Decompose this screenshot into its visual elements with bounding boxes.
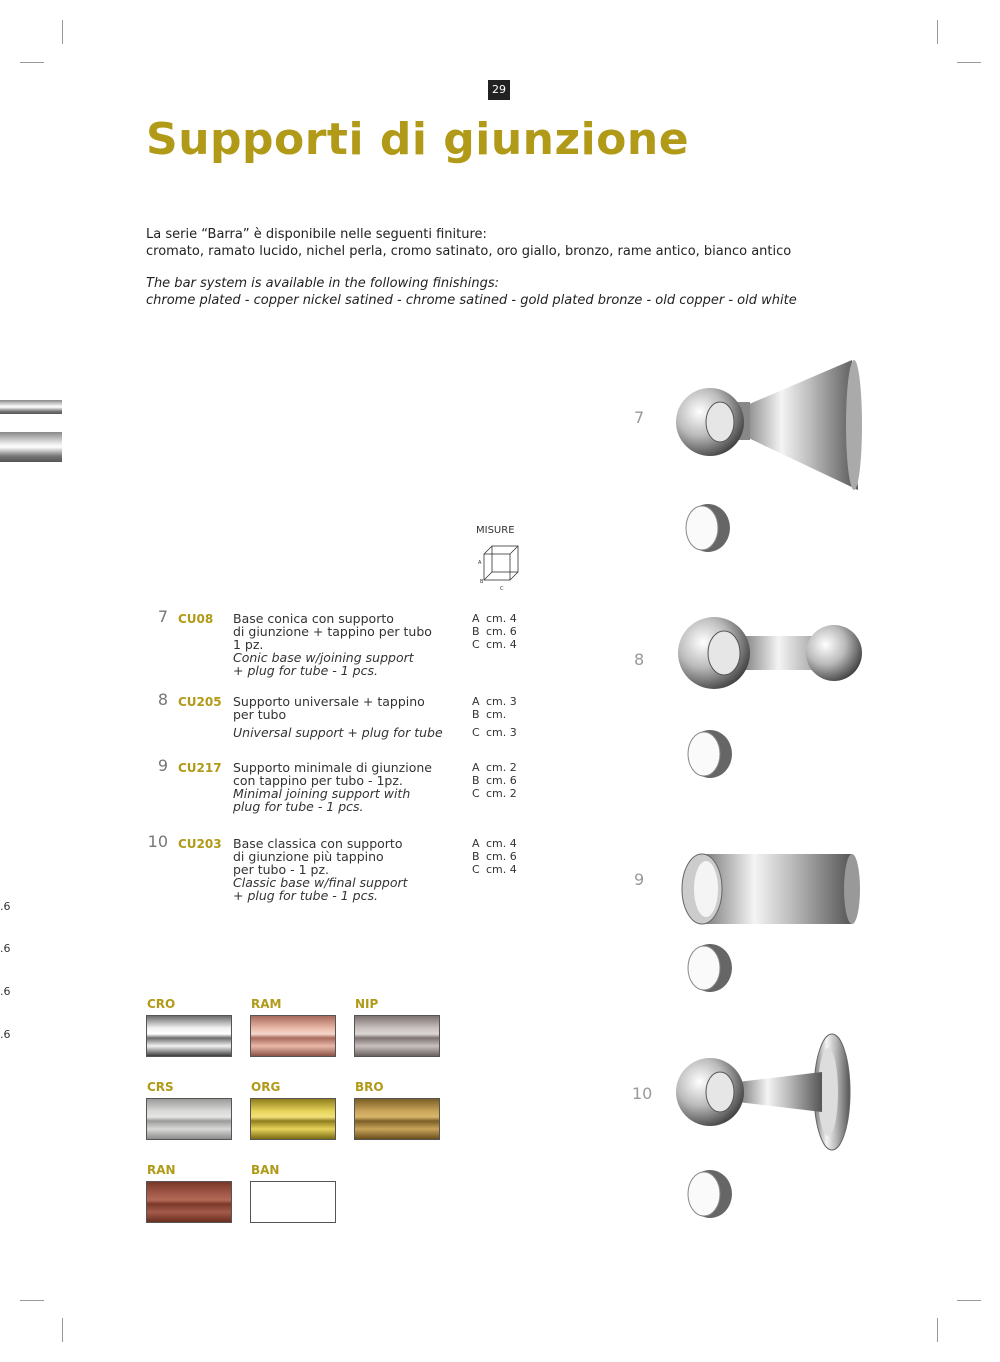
finish-swatch-ban <box>250 1181 336 1223</box>
crop-mark <box>20 1300 44 1301</box>
product-description <box>233 761 473 813</box>
svg-text:C: C <box>500 586 504 592</box>
product-measures: A cm. 2 B cm. 6 C cm. 2 <box>472 761 517 800</box>
desc-line: per tubo <box>233 707 287 722</box>
product-measures: A cm. 4 B cm. 6 C cm. 4 <box>472 612 517 651</box>
image-label: 7 <box>634 408 645 427</box>
finish-swatch-ran <box>146 1181 232 1223</box>
product-number: 7 <box>157 607 168 626</box>
crop-mark <box>62 1318 63 1342</box>
image-label: 9 <box>634 870 645 889</box>
finish-swatch-bro <box>354 1098 440 1140</box>
desc-en-line: + plug for tube - 1 pcs. <box>233 663 378 678</box>
product-code: CU203 <box>178 837 222 851</box>
desc-line: Supporto universale + tappino <box>233 694 425 709</box>
adjacent-page-mark: .6 <box>0 1028 11 1041</box>
product-code: CU08 <box>178 612 214 626</box>
finish-label-crs: CRS <box>147 1080 174 1094</box>
finish-label-ram: RAM <box>251 997 282 1011</box>
image-label: 10 <box>632 1084 653 1103</box>
product-10-image <box>662 1022 876 1232</box>
crop-mark <box>957 1300 981 1301</box>
measure-cube-icon <box>478 540 522 592</box>
product-description <box>233 612 473 677</box>
desc-line: con tappino per tubo - 1pz. <box>233 773 403 788</box>
page-title: Supporti di giunzione <box>146 114 690 165</box>
product-code: CU217 <box>178 761 222 775</box>
product-measures: A cm. 3 B cm. C cm. 3 <box>472 695 517 739</box>
crop-mark <box>937 20 938 44</box>
finish-swatch-nip <box>354 1015 440 1057</box>
crop-mark <box>20 62 44 63</box>
product-number: 10 <box>147 832 168 851</box>
adjacent-page-mark: .6 <box>0 942 11 955</box>
intro-en-line2: chrome plated - copper nickel satined - chrome satined - gold plated bronze - old copper - old white <box>146 293 797 308</box>
desc-en-line: Conic base w/joining support <box>233 650 414 665</box>
finish-label-bro: BRO <box>355 1080 384 1094</box>
finish-swatch-crs <box>146 1098 232 1140</box>
crop-mark <box>62 20 63 44</box>
desc-line: 1 pz. <box>233 637 264 652</box>
adjacent-bar-image <box>0 432 62 462</box>
desc-en-line: plug for tube - 1 pcs. <box>233 799 364 814</box>
finish-swatch-ram <box>250 1015 336 1057</box>
intro-it-line1: La serie “Barra” è disponibile nelle seguenti finiture: <box>146 227 487 242</box>
desc-line: Base classica con supporto <box>233 836 403 851</box>
misure-label: MISURE <box>476 525 515 536</box>
desc-line: Base conica con supporto <box>233 611 394 626</box>
adjacent-bar-image <box>0 400 62 414</box>
product-9-image <box>662 828 876 1008</box>
finish-swatch-org <box>250 1098 336 1140</box>
crop-mark <box>957 62 981 63</box>
finish-swatch-cro <box>146 1015 232 1057</box>
intro-en-line1: The bar system is available in the following finishings: <box>146 276 500 291</box>
desc-en-line: + plug for tube - 1 pcs. <box>233 888 378 903</box>
desc-line: di giunzione + tappino per tubo <box>233 624 432 639</box>
svg-text:B: B <box>480 579 484 585</box>
adjacent-page-mark: .6 <box>0 900 11 913</box>
product-number: 9 <box>157 756 168 775</box>
page-number: 29 <box>488 80 510 100</box>
product-measures: A cm. 4 B cm. 6 C cm. 4 <box>472 837 517 876</box>
product-code: CU205 <box>178 695 222 709</box>
desc-en-line: Minimal joining support with <box>233 786 411 801</box>
desc-line: per tubo - 1 pz. <box>233 862 329 877</box>
intro-text <box>146 226 797 309</box>
product-description <box>233 837 473 902</box>
finish-label-ran: RAN <box>147 1163 176 1177</box>
product-7-image <box>662 350 876 580</box>
finish-label-org: ORG <box>251 1080 281 1094</box>
finish-label-nip: NIP <box>355 997 379 1011</box>
image-label: 8 <box>634 650 645 669</box>
product-number: 8 <box>157 690 168 709</box>
desc-line: Supporto minimale di giunzione <box>233 760 432 775</box>
product-description <box>233 695 473 739</box>
finish-label-ban: BAN <box>251 1163 280 1177</box>
intro-it-line2: cromato, ramato lucido, nichel perla, cromo satinato, oro giallo, bronzo, rame antico, bianco antico <box>146 244 792 259</box>
desc-en-line: Universal support + plug for tube <box>233 725 443 740</box>
product-8-image <box>662 590 876 790</box>
finish-label-cro: CRO <box>147 997 176 1011</box>
desc-en-line: Classic base w/final support <box>233 875 408 890</box>
adjacent-page-mark: .6 <box>0 985 11 998</box>
svg-text:A: A <box>478 560 482 566</box>
crop-mark <box>937 1318 938 1342</box>
desc-line: di giunzione più tappino <box>233 849 384 864</box>
